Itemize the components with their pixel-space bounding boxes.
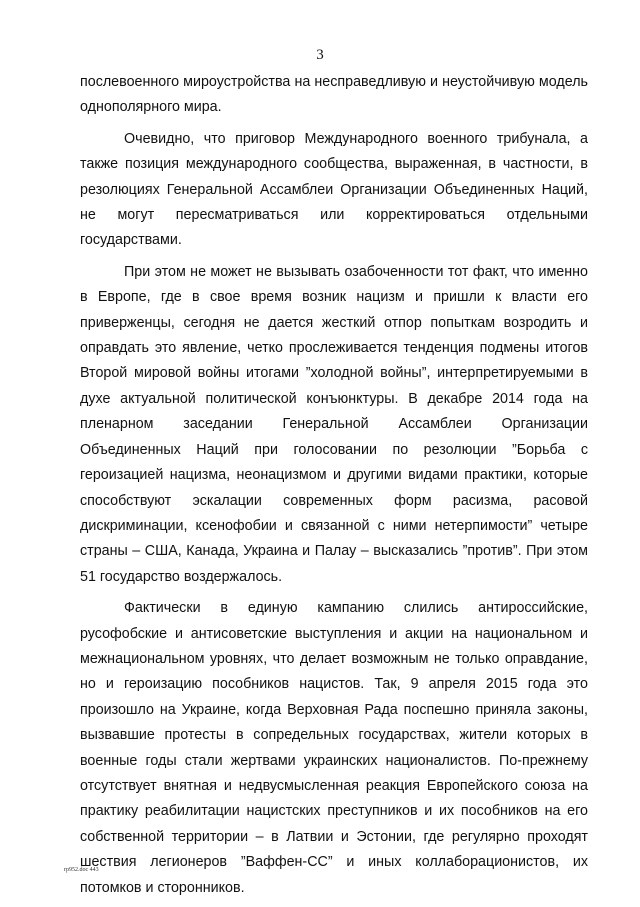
paragraph-campaign: Фактически в единую кампанию слились антироссийские, русофобские и антисоветские выступления и акции на национальном и межнациональном уровнях, что делает возможным не только оправдание, но и героизацию пособников нацистов. Так, 9 апреля 2015 года это произошло на Украине, когда Верховная Рада поспешно приняла законы, вызвавшие протесты в сопредельных государствах, жители которых в военные годы стали жертвами украинских националистов. По-прежнему отсутствует внятная и недвусмысленная реакция Европейского союза на практику реабилитации нацистских преступников и их пособников на его собственной территории – в Латвии и Эстонии, где регулярно проходят шествия легионеров ”Ваффен-СС” и иных коллаборационистов, их потомков и сторонников.: [80, 600, 588, 896]
page-number: 3: [316, 47, 324, 63]
paragraph-continuation: послевоенного мироустройства на несправедливую и неустойчивую модель однополярного мира.: [80, 74, 588, 116]
paragraph-tribunal-verdict: Очевидно, что приговор Международного военного трибунала, а также позиция международного сообщества, выраженная, в частности, в резолюциях Генеральной Ассамблеи Организации Объединенных Наций, не могут пересматриваться или корректироваться отдельными государствами.: [80, 130, 588, 249]
footer-file-code: rp952.doc 443: [64, 867, 99, 873]
document-body: [80, 70, 588, 907]
paragraph-europe-concern: При этом не может не вызывать озабоченности тот факт, что именно в Европе, где в свое время возник нацизм и пришли к власти его приверженцы, сегодня не дается жесткий отпор попыткам возродить и оправдать это явление, четко прослеживается тенденция подмены итогов Второй мировой войны итогами ”холодной войны”, интерпретируемыми в духе актуальной политической конъюнктуры. В декабре 2014 года на пленарном заседании Генеральной Ассамблеи Организации Объединенных Наций при голосовании по резолюции ”Борьба с героизацией нацизма, неонацизмом и другими видами практики, которые способствуют эскалации современных форм расизма, расовой дискриминации, ксенофобии и связанной с ними нетерпимости” четыре страны – США, Канада, Украина и Палау – высказались ”против”. При этом 51 государство воздержалось.: [80, 263, 588, 585]
